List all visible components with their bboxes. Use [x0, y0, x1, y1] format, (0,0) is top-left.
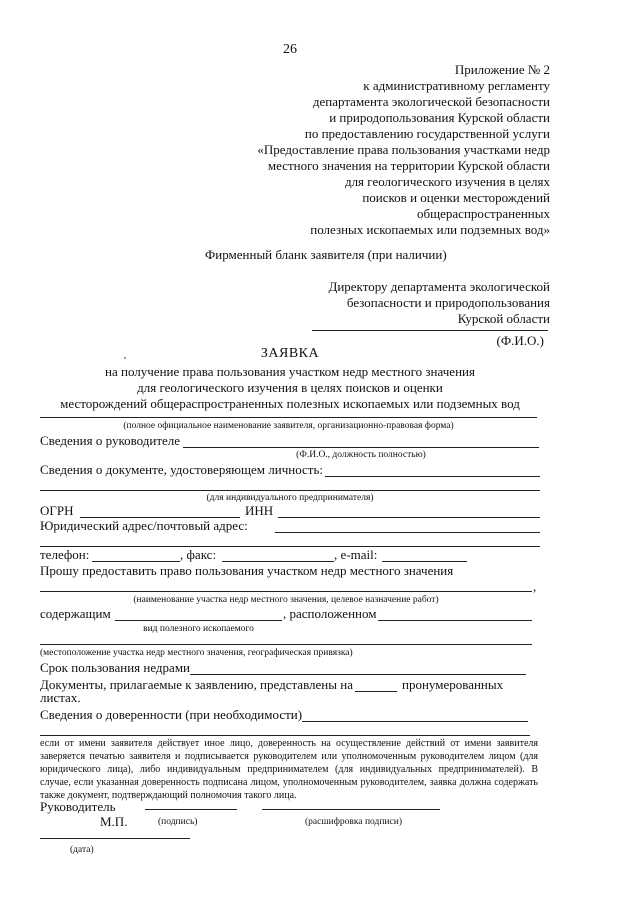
signature-decode-field[interactable] — [262, 809, 440, 810]
appendix-line: по предоставлению государственной услуги — [304, 126, 550, 141]
phone-field[interactable] — [92, 561, 180, 562]
request-text: Прошу предоставить право пользования участком недр местного значения — [40, 563, 454, 578]
letterhead-note: Фирменный бланк заявителя (при наличии) — [205, 247, 447, 262]
appendix-line: Приложение № 2 — [454, 62, 550, 77]
id-doc-label: Сведения о документе, удостоверяющем личность: — [40, 462, 324, 477]
signature-decode-hint: (расшифровка подписи) — [305, 817, 402, 827]
applicant-name-hint: (полное официальное наименование заявителя, организационно-правовая форма) — [123, 421, 454, 431]
date-hint: (дата) — [70, 845, 94, 855]
inn-label: ИНН — [245, 503, 274, 518]
head-label: Сведения о руководителе — [40, 433, 181, 448]
proxy-field-2[interactable] — [40, 735, 530, 736]
plot-field[interactable] — [40, 591, 532, 592]
sheets-count-field[interactable] — [355, 691, 397, 692]
id-doc-field-2[interactable] — [40, 490, 540, 491]
fax-label: , факс: — [180, 547, 217, 562]
subtitle-line: для геологического изучения в целях поисков и оценки — [137, 380, 443, 395]
signature-hint: (подпись) — [158, 817, 198, 827]
head-hint: (Ф.И.О., должность полностью) — [296, 450, 426, 460]
signature-field[interactable] — [145, 809, 237, 810]
appendix-line: для геологического изучения в целях — [344, 174, 550, 189]
inn-field[interactable] — [278, 517, 540, 518]
document-title: ЗАЯВКА — [260, 346, 320, 361]
appendix-line: департамента экологической безопасности — [312, 94, 550, 109]
docs-label-sheets: листах. — [40, 690, 81, 705]
email-label: , e-mail: — [334, 547, 378, 562]
proxy-field[interactable] — [302, 721, 528, 722]
containing-label: содержащим — [40, 606, 111, 621]
addressee-fio-line[interactable] — [312, 330, 548, 331]
subtitle-line: на получение права пользования участком недр местного значения — [105, 364, 475, 379]
addressee-line: Директору департамента экологической — [328, 279, 550, 294]
ip-hint: (для индивидуального предпринимателя) — [206, 493, 374, 503]
id-doc-field[interactable] — [325, 476, 540, 477]
phone-label: телефон: — [40, 547, 90, 562]
located-field[interactable] — [378, 620, 532, 621]
addressee-line: безопасности и природопользования — [346, 295, 550, 310]
proxy-note: если от имени заявителя действует иное лицо, доверенность на осуществление действий от имени заявителя заверяется печатью заявителя и подписывается руководителем или уполномоченным руководителем лицом (для юридического лица), либо индивидуальным предпринимателем (для индивидуальных предпринимателей). В случае, если указанная доверенность подписана лицом, уполномоченным руководителем, заявка должна содержать также документ, подтверждающий полномочия такого лица. — [40, 738, 538, 801]
location-hint: (местоположение участка недр местного значения, географическая привязка) — [40, 648, 353, 658]
date-field[interactable] — [40, 838, 190, 839]
fax-field[interactable] — [222, 561, 334, 562]
address-field[interactable] — [275, 532, 540, 533]
email-field[interactable] — [382, 561, 467, 562]
page-number: 26 — [283, 42, 297, 57]
addressee-line: Курской области — [457, 311, 550, 326]
location-field[interactable] — [40, 644, 532, 645]
speck — [124, 357, 126, 359]
docs-label-numbered: пронумерованных — [402, 677, 504, 692]
plot-comma: , — [533, 579, 537, 594]
proxy-label: Сведения о доверенности (при необходимости) — [40, 707, 303, 722]
term-label: Срок пользования недрами — [40, 660, 191, 675]
term-field[interactable] — [190, 674, 526, 675]
mineral-field[interactable] — [115, 620, 282, 621]
head-field[interactable] — [183, 447, 539, 448]
appendix-line: «Предоставление права пользования участками недр — [257, 142, 550, 157]
located-label: , расположенном — [283, 606, 377, 621]
address-label: Юридический адрес/почтовый адрес: — [40, 518, 248, 533]
address-field-2[interactable] — [40, 546, 540, 547]
stamp-label: М.П. — [100, 814, 128, 829]
appendix-line: поисков и оценки месторождений — [362, 190, 550, 205]
appendix-line: полезных ископаемых или подземных вод» — [310, 222, 550, 237]
docs-label: Документы, прилагаемые к заявлению, представлены на — [40, 677, 353, 692]
appendix-line: местного значения на территории Курской области — [267, 158, 550, 173]
appendix-line: и природопользования Курской области — [329, 110, 550, 125]
ogrn-label: ОГРН — [40, 503, 74, 518]
addressee-fio-label: (Ф.И.О.) — [496, 333, 544, 348]
applicant-name-field[interactable] — [40, 417, 537, 418]
appendix-line: к административному регламенту — [363, 78, 550, 93]
head-sign-label: Руководитель — [40, 799, 116, 814]
appendix-line: общераспространенных — [417, 206, 550, 221]
plot-hint: (наименование участка недр местного значения, целевое назначение работ) — [133, 595, 439, 605]
subtitle-line: месторождений общераспространенных полезных ископаемых или подземных вод — [60, 396, 520, 411]
mineral-hint: вид полезного ископаемого — [143, 624, 254, 634]
